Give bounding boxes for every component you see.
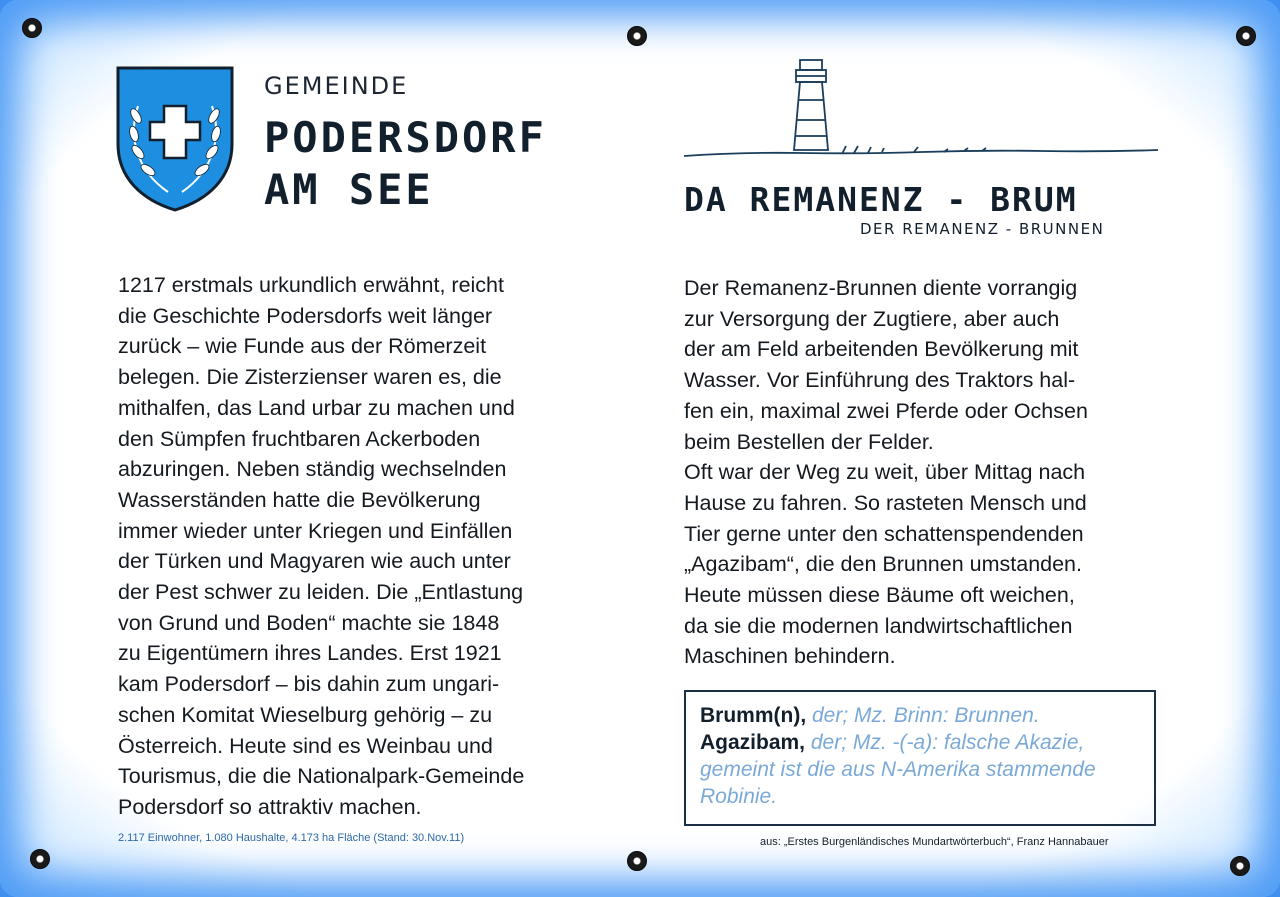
town-title-line1: PODERSDORF [264,113,547,162]
screw-icon [1230,856,1250,876]
glossary-definition: der; Mz. -(-a): falsche Akazie, gemeint ist die aus N-Amerika stammende Robinie. [700,731,1096,808]
fountain-text: Der Remanenz-Brunnen diente vorrangig zur Versorgung der Zugtiere, aber auch der am Feld arbeitenden Bevölkerung mit Wasser. Vor Einführung des Traktors hal- fen ein, maximal zwei Pferde oder Ochsen beim Bestellen der Felder. Oft war der Weg zu weit, über Mittag nach Hause zu fahren. So rasteten Mensch und Tier gerne unter den schattenspendenden „Agazibam“, die den Brunnen umstanden. Heute müssen diese Bäume oft weichen, da sie die modernen landwirtschaftlichen Maschinen behindern. [684,276,1088,669]
screw-icon [30,849,50,869]
town-title [264,112,547,216]
town-title-line2: AM SEE [264,165,434,214]
glossary-term: Agazibam, [700,731,806,754]
source-citation: aus: „Erstes Burgenländisches Mundartwörterbuch“, Franz Hannabauer [760,836,1109,848]
right-title: DA REMANENZ - BRUM [684,180,1078,219]
fountain-column [684,273,1174,672]
history-column [118,270,618,823]
glossary-term: Brumm(n), [700,704,807,727]
glossary-definition: der; Mz. Brinn: Brunnen. [806,704,1040,727]
screw-icon [22,18,42,38]
right-subtitle: DER REMANENZ - BRUNNEN [860,220,1105,238]
population-stats: 2.117 Einwohner, 1.080 Haushalte, 4.173 ha Fläche (Stand: 30.Nov.11) [118,832,465,844]
screw-icon [627,26,647,46]
history-text: 1217 erstmals urkundlich erwähnt, reicht die Geschichte Podersdorfs weit länger zurück – wie Funde aus der Römerzeit belegen. Die Zisterzienser waren es, die mithalfen, das Land urbar zu machen und den Sümpfen fruchtbaren Ackerboden abzuringen. Neben ständig wechselnden Wasserständen hatte die Bevölkerung immer wieder unter Kriegen und Einfällen der Türken und Magyaren wie auch unter der Pest schwer zu leiden. Die „Entlastung von Grund und Boden“ machte sie 1848 zu Eigentümern ihres Landes. Erst 1921 kam Podersdorf – bis dahin zum ungari- schen Komitat Wieselburg gehörig – zu Österreich. Heute sind es Weinbau und Tourismus, die die Nationalpark-Gemeinde Podersdorf so attraktiv machen. [118,273,525,819]
kicker-label: GEMEINDE [264,72,409,100]
screw-icon [627,851,647,871]
screw-icon [1236,26,1256,46]
dialect-glossary-box [684,690,1156,826]
lighthouse-icon [682,56,1160,164]
coat-of-arms-icon [116,66,234,212]
